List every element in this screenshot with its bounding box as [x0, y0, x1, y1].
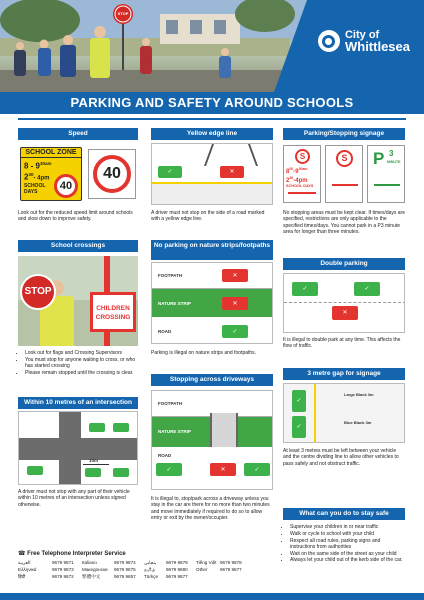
- intersection-dim-label: 10m: [89, 458, 99, 463]
- speed-limit-value: 40: [93, 155, 131, 193]
- yellow-line-diagram: [151, 143, 273, 205]
- crossings-bullet: • You must stop for anyone waiting to cross, or who has started crossing: [25, 357, 138, 370]
- hero-stop-sign-text: STOP: [117, 11, 129, 16]
- interpreter-service: [18, 550, 276, 580]
- signage-heading: Parking/Stopping signage: [283, 128, 405, 140]
- school-zone-title: SCHOOL ZONE: [21, 148, 81, 158]
- safe-bullet: • Always let your child out of the kerb side of the car.: [290, 557, 405, 563]
- footer-bar: [0, 593, 424, 600]
- zone-speed-limit: 40: [54, 174, 78, 198]
- double-heading: Double parking: [283, 258, 405, 270]
- logo-line-1: City of: [344, 29, 380, 41]
- gap-diagram: [283, 383, 405, 443]
- safe-list: [283, 524, 405, 564]
- driveways-text: It is illegal to, stop/park across a driveway unless you stay in the car are there for no more than two minutes and move immediately if required to do so to allow entry or exit by the owner/occupier.: [151, 496, 270, 521]
- intersection-text: A driver must not stop with any part of their vehicle within 10 metres of an intersection unless signed otherwise.: [18, 489, 130, 508]
- interpreter-title: ☎ Free Telephone Interpreter Service: [18, 551, 126, 557]
- sign-time-2: $2^{30}-4pm$: [286, 176, 308, 184]
- p3-unit: MINUTE: [387, 160, 401, 164]
- whittlesea-logo-icon: [318, 30, 340, 52]
- crossings-bullet: • Please remain stopped until the crossing is clear.: [25, 370, 138, 376]
- check-icon: ✓: [167, 169, 173, 175]
- driveway-row-label: FOOTPATH: [158, 401, 183, 406]
- nature-strip-diagram: [151, 262, 273, 344]
- speed-heading: Speed: [18, 128, 138, 140]
- signage-signs: [283, 143, 405, 205]
- check-icon: ✓: [254, 466, 260, 473]
- signage-text: No stopping areas must be kept clear. If times/days are specified, restrictions are only applicable to the specified times/days. You cannot park in a P3 minute area for longer than three minutes.: [283, 210, 406, 235]
- stop-sign: STOP: [20, 274, 56, 310]
- nature-text: Parking is illegal on nature strips and footpaths.: [151, 350, 257, 356]
- crossing-photo: [18, 256, 138, 346]
- cross-icon: ✕: [229, 169, 235, 175]
- driveway-diagram: [151, 390, 273, 490]
- intersection-diagram: [18, 411, 138, 485]
- check-icon: ✓: [296, 424, 302, 430]
- speed-text: Look out for the reduced speed limit around schools and slow down to improve safety.: [18, 210, 133, 223]
- crossings-heading: School crossings: [18, 240, 138, 252]
- cross-icon: ✕: [342, 310, 348, 316]
- speed-signs: [18, 143, 138, 205]
- check-icon: ✓: [166, 466, 172, 473]
- cross-icon: ✕: [220, 466, 226, 473]
- intersection-heading: Within 10 metres of an intersection: [18, 397, 138, 409]
- nature-row-label: FOOTPATH: [158, 273, 183, 278]
- interpreter-row: हिंदी 9679 9872 繁體中文 9679 9857 Türkçe 9679 9877: [18, 574, 188, 579]
- phone-icon: ☎: [18, 551, 26, 557]
- yellow-text: A driver must not stop on the side of a road marked with a yellow edge line.: [151, 210, 265, 223]
- p3-minute-sign: [367, 145, 405, 203]
- interpreter-row: العربية 9679 9871 Italiano 9679 9874 پنجابی 9679 9879 Tiếng Việt 9679 9878: [18, 560, 242, 565]
- school-zone-sign: [20, 147, 82, 201]
- children-crossing-sign: CHILDREN CROSSING: [90, 292, 136, 332]
- sign-days: SCHOOL DAYS: [286, 184, 314, 188]
- gap-heading: 3 metre gap for signage: [283, 368, 405, 380]
- interpreter-table: [18, 559, 250, 580]
- double-parking-diagram: [283, 273, 405, 333]
- title-underline: [18, 118, 406, 120]
- logo-line-2: Whittlesea: [344, 39, 410, 54]
- gap-text: At least 3 metres must be left between your vehicle and the centre dividing line to allow other vehicles to pass safely and not obstruct traffic.: [283, 448, 399, 467]
- no-stopping-times-sign: [283, 145, 321, 203]
- driveway-row-label: NATURE STRIP: [158, 429, 191, 434]
- school-zone-times-2: $2^{30}-$ 4pm: [24, 172, 50, 182]
- sign-time-1: $8^{00}-9^{30am}$: [286, 167, 308, 175]
- driveway-row-label: ROAD: [158, 453, 172, 458]
- safe-bullet: • Walk or cycle to school with your child: [290, 531, 405, 537]
- hero-photo: [0, 0, 424, 92]
- school-zone-days: SCHOOL DAYS: [24, 183, 46, 195]
- safe-heading: What can you do to stay safe: [283, 508, 405, 520]
- school-zone-times-1: $8 - 9^{30am}$: [24, 161, 52, 171]
- p3-number: 3: [389, 149, 394, 158]
- page-title: PARKING AND SAFETY AROUND SCHOOLS: [0, 92, 424, 114]
- safe-bullet: • Supervise your children in or near traffic: [290, 524, 405, 530]
- crossings-bullet: • Look out for flags and Crossing Supervisors: [25, 350, 138, 356]
- check-icon: ✓: [232, 328, 238, 335]
- no-stopping-sign: [325, 145, 363, 203]
- check-icon: ✓: [364, 286, 370, 292]
- no-stopping-sign-icon: S: [336, 150, 353, 167]
- safe-bullet: • Wait on the same side of the street as your child: [290, 551, 405, 557]
- no-stopping-sign-icon: S: [295, 149, 310, 164]
- interpreter-row: Ελληνικά 9679 9873 Македонски 9679 9875 தமிழ் 9679 9880 Other 9679 9877: [18, 567, 242, 572]
- speed-limit-sign: [88, 149, 136, 199]
- gap-label-2: Blue Black 3m: [344, 420, 372, 425]
- nature-row-label: NATURE STRIP: [158, 301, 191, 306]
- check-icon: ✓: [296, 398, 302, 404]
- double-text: It is illegal to double park at any time. This affects the flow of traffic.: [283, 337, 401, 350]
- gap-label-1: Large Black 3m: [344, 392, 374, 397]
- cross-icon: ✕: [232, 300, 238, 307]
- nature-heading: No parking on nature strips/footpaths: [151, 240, 273, 260]
- check-icon: ✓: [302, 286, 308, 292]
- cross-icon: ✕: [232, 272, 238, 279]
- city-logo: [318, 30, 410, 52]
- nature-row-label: ROAD: [158, 329, 172, 334]
- yellow-heading: Yellow edge line: [151, 128, 273, 140]
- driveways-heading: Stopping across driveways: [151, 374, 273, 386]
- safe-bullet: • Respect all road rules, parking signs and instructions from authorities: [290, 538, 405, 551]
- p3-letter: P: [373, 149, 385, 168]
- crossings-list: [18, 350, 138, 377]
